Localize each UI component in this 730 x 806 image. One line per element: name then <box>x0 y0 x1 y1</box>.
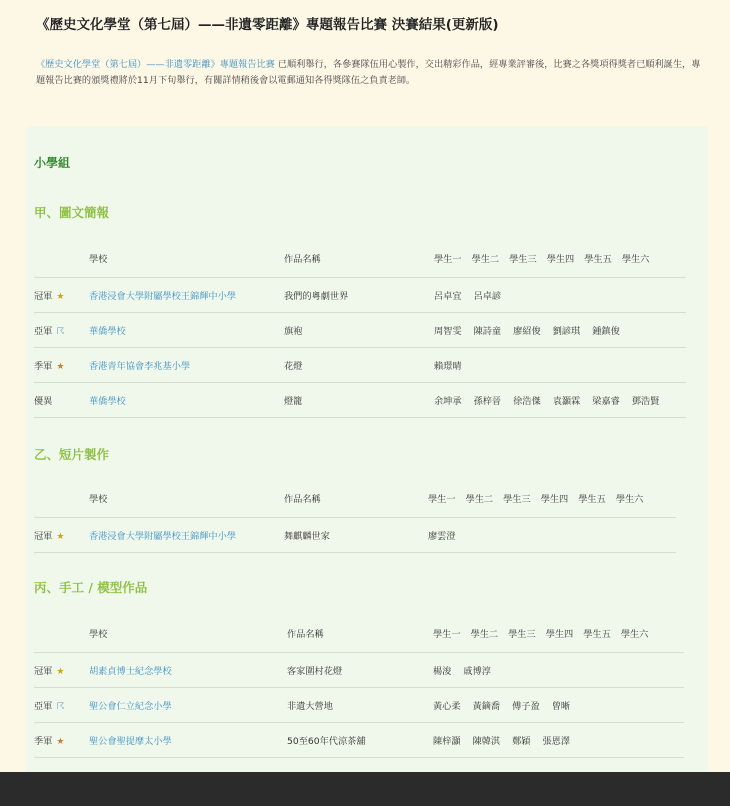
student-name: 陳詩童 <box>473 325 502 337</box>
school-link[interactable]: 聖公會仁立紀念小學 <box>89 687 287 722</box>
header-school: 學校 <box>89 240 284 277</box>
award-label: 優異 <box>34 395 53 407</box>
award-cell <box>34 652 89 687</box>
results-table <box>34 615 684 758</box>
students-cell <box>434 277 686 312</box>
student-name: 廖雲澄 <box>428 530 456 542</box>
header-students <box>428 480 676 517</box>
header-student: 學生三 <box>508 629 536 641</box>
students-cell <box>434 347 686 382</box>
header-student: 學生二 <box>470 629 499 641</box>
students-cell <box>433 687 684 722</box>
page-title: 《歷史文化學堂（第七屆）——非遺零距離》專題報告比賽 決賽結果(更新版) <box>36 17 499 33</box>
student-name: 廖紹俊 <box>513 325 541 337</box>
results-table <box>34 480 676 553</box>
header-student: 學生一 <box>433 629 461 641</box>
table-row <box>34 652 684 687</box>
award-label: 冠軍 <box>34 290 53 302</box>
table-row <box>34 277 686 312</box>
students-cell <box>434 312 686 347</box>
header-student: 學生二 <box>471 254 500 266</box>
student-name: 曾晰 <box>551 700 571 712</box>
header-school: 學校 <box>89 615 287 652</box>
table-header-row <box>34 240 686 277</box>
table-row <box>34 312 686 347</box>
medal-icon: ★ <box>56 736 65 747</box>
award-cell <box>34 347 89 382</box>
award-cell <box>34 312 89 347</box>
intro-link[interactable]: 《歷史文化學堂（第七屆）——非遺零距離》專題報告比賽 <box>36 59 275 70</box>
header-student: 學生六 <box>621 254 650 266</box>
table-row <box>34 517 676 552</box>
student-name: 袁灝霖 <box>552 395 581 407</box>
medal-icon: ★ <box>56 291 65 302</box>
header-student: 學生六 <box>615 494 644 506</box>
school-link[interactable]: 胡素貞博士紀念學校 <box>89 652 287 687</box>
ribbon-icon: ☈ <box>56 326 65 337</box>
table-row <box>34 722 684 757</box>
header-student: 學生五 <box>583 629 611 641</box>
school-link[interactable]: 聖公會聖提摩太小學 <box>89 722 287 757</box>
student-name: 呂卓諺 <box>473 290 502 302</box>
table-header-row <box>34 480 676 517</box>
table-header-row <box>34 615 684 652</box>
header-student: 學生五 <box>584 254 612 266</box>
header-students <box>433 615 684 652</box>
header-students <box>434 240 686 277</box>
header-work: 作品名稱 <box>284 240 434 277</box>
school-link[interactable]: 香港浸會大學附屬學校王錦輝中小學 <box>89 277 284 312</box>
award-cell <box>34 382 89 417</box>
student-name: 楊浚 <box>433 665 452 677</box>
student-name: 鍾鎮俊 <box>592 325 620 337</box>
header-student: 學生四 <box>545 629 574 641</box>
student-name: 鄭穎 <box>512 735 531 747</box>
intro-text: 已順利舉行，各參賽隊伍用心製作，交出精彩作品，經專業評審後，比賽之各獎項得獎者已順利誕生，專題報告比賽的頒獎禮將於11月下旬舉行，有關詳情稍後會以電郵通知各得獎隊伍之負責老師。 <box>36 59 701 86</box>
students-cell <box>433 652 684 687</box>
student-name: 陳梓灝 <box>433 735 461 747</box>
school-link[interactable]: 香港浸會大學附屬學校王錦輝中小學 <box>89 517 284 552</box>
medal-icon: ★ <box>56 531 65 542</box>
award-label: 季軍 <box>34 735 53 747</box>
medal-icon: ★ <box>56 666 65 677</box>
students-cell <box>434 382 686 417</box>
header-school: 學校 <box>89 480 284 517</box>
student-name: 余坤承 <box>434 395 462 407</box>
students-cell <box>428 517 676 552</box>
student-name: 賴璟晴 <box>434 360 462 372</box>
section-title: 甲、圖文簡報 <box>34 205 110 220</box>
school-link[interactable]: 香港青年協會李兆基小學 <box>89 347 284 382</box>
award-cell <box>34 722 89 757</box>
section-title: 乙、短片製作 <box>34 447 110 462</box>
student-name: 孫梓晉 <box>473 395 502 407</box>
school-link[interactable]: 華僑學校 <box>89 312 284 347</box>
student-name: 梁嘉睿 <box>592 395 620 407</box>
student-name: 黃心柔 <box>433 700 461 712</box>
award-label: 冠軍 <box>34 530 53 542</box>
division-title: 小學組 <box>34 156 71 170</box>
award-label: 亞軍 <box>34 700 53 712</box>
work-title: 燈籠 <box>284 382 434 417</box>
header-work: 作品名稱 <box>287 615 433 652</box>
header-student: 學生一 <box>434 254 462 266</box>
header-student: 學生一 <box>428 494 456 506</box>
student-name: 黃鏑喬 <box>472 700 501 712</box>
intro-paragraph <box>36 57 706 89</box>
student-name: 呂卓宜 <box>434 290 462 302</box>
header-work: 作品名稱 <box>284 480 428 517</box>
header-student: 學生四 <box>546 254 575 266</box>
table-row <box>34 382 686 417</box>
student-name: 周智雯 <box>434 325 462 337</box>
work-title: 花燈 <box>284 347 434 382</box>
work-title: 旗袍 <box>284 312 434 347</box>
student-name: 傅子盈 <box>512 700 540 712</box>
table-row <box>34 687 684 722</box>
results-table <box>34 240 686 418</box>
student-name: 張恩澤 <box>542 735 571 747</box>
ribbon-icon: ☈ <box>56 701 65 712</box>
student-name: 鄧浩賢 <box>631 395 660 407</box>
header-award <box>34 240 89 277</box>
award-cell <box>34 687 89 722</box>
award-cell <box>34 517 89 552</box>
student-name: 戚博淳 <box>463 665 491 677</box>
section-title: 丙、手工 / 模型作品 <box>34 580 148 595</box>
work-title: 舞麒麟世家 <box>284 517 428 552</box>
header-student: 學生四 <box>540 494 569 506</box>
award-cell <box>34 277 89 312</box>
header-award <box>34 615 89 652</box>
header-student: 學生三 <box>509 254 537 266</box>
award-label: 亞軍 <box>34 325 53 337</box>
work-title: 50至60年代涼茶舖 <box>287 722 433 757</box>
header-student: 學生二 <box>465 494 494 506</box>
header-student: 學生五 <box>578 494 606 506</box>
students-cell <box>433 722 684 757</box>
medal-icon: ★ <box>56 361 65 372</box>
header-award <box>34 480 89 517</box>
work-title: 客家圍村花燈 <box>287 652 433 687</box>
school-link[interactable]: 華僑學校 <box>89 382 284 417</box>
work-title: 我們的粵劇世界 <box>284 277 434 312</box>
header-student: 學生三 <box>503 494 531 506</box>
student-name: 陳韓淇 <box>472 735 501 747</box>
student-name: 劉諺琪 <box>552 325 581 337</box>
table-row <box>34 347 686 382</box>
footer-bar <box>0 772 730 806</box>
award-label: 冠軍 <box>34 665 53 677</box>
work-title: 非遺大營地 <box>287 687 433 722</box>
award-label: 季軍 <box>34 360 53 372</box>
header-student: 學生六 <box>620 629 649 641</box>
student-name: 徐浩傑 <box>513 395 541 407</box>
